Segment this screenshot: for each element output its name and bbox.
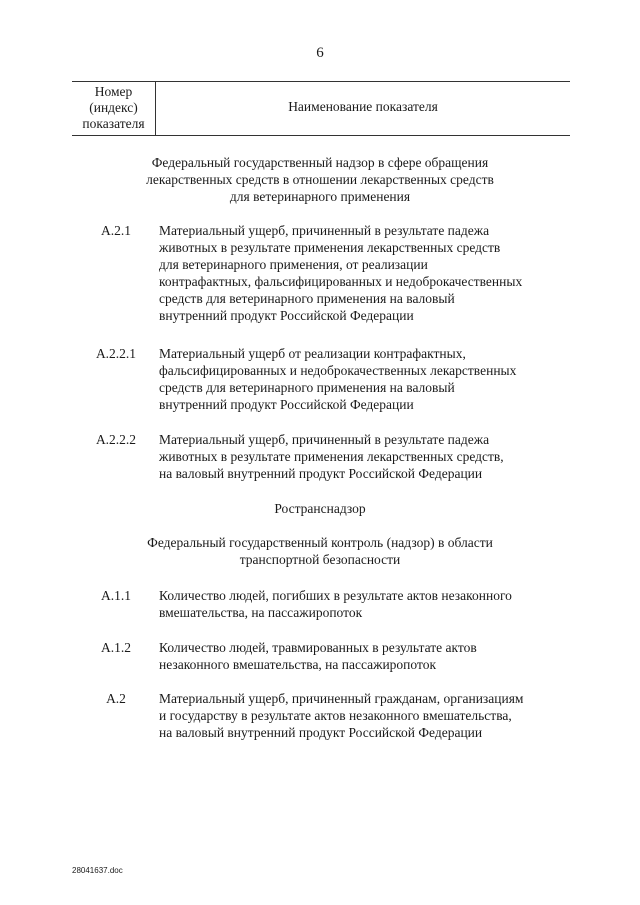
indicator-name: Материальный ущерб, причиненный в результате падежа животных в результате применения лекарственных средств для ветеринарного применения, от реализации контрафактных, фальсифицированных и недоброкачественных средств для ветеринарного применения на валовый внутренний продукт Российской Федерации <box>159 223 523 323</box>
indicator-code: А.2.2.2 <box>95 432 137 447</box>
section-title: Федеральный государственный контроль (надзор) в области транспортной безопасности <box>147 535 493 567</box>
indicator-code: А.2 <box>106 691 126 706</box>
section-title: Федеральный государственный надзор в сфере обращения лекарственных средств в отношении лекарственных средств для ветеринарного применения <box>146 155 494 204</box>
indicator-code: А.2.1 <box>101 223 131 238</box>
indicator-code: А.2.2.1 <box>95 346 137 361</box>
indicator-name: Материальный ущерб от реализации контрафактных, фальсифицированных и недоброкачественных лекарственных средств для ветеринарного применения на валовый внутренний продукт Российской Федерации <box>159 346 517 412</box>
page-number: 6 <box>316 45 324 61</box>
agency-title: Ространснадзор <box>274 501 366 516</box>
document-footer: 28041637.doc <box>72 866 123 875</box>
index-column-header: Номер (индекс) показателя <box>82 84 145 131</box>
indicator-name: Количество людей, травмированных в результате актов незаконного вмешательства, на пассажиропоток <box>159 640 477 672</box>
indicator-name: Количество людей, погибших в результате актов незаконного вмешательства, на пассажиропоток <box>159 588 512 620</box>
indicator-name: Материальный ущерб, причиненный гражданам, организациям и государству в результате актов незаконного вмешательства, на валовый внутренний продукт Российской Федерации <box>159 691 524 740</box>
indicator-code: А.1.2 <box>101 640 131 655</box>
table-header <box>72 81 570 136</box>
name-column-header: Наименование показателя <box>288 99 438 114</box>
indicator-name: Материальный ущерб, причиненный в результате падежа животных в результате применения лекарственных средств, на валовый внутренний продукт Российской Федерации <box>159 432 504 481</box>
indicator-code: А.1.1 <box>101 588 131 603</box>
